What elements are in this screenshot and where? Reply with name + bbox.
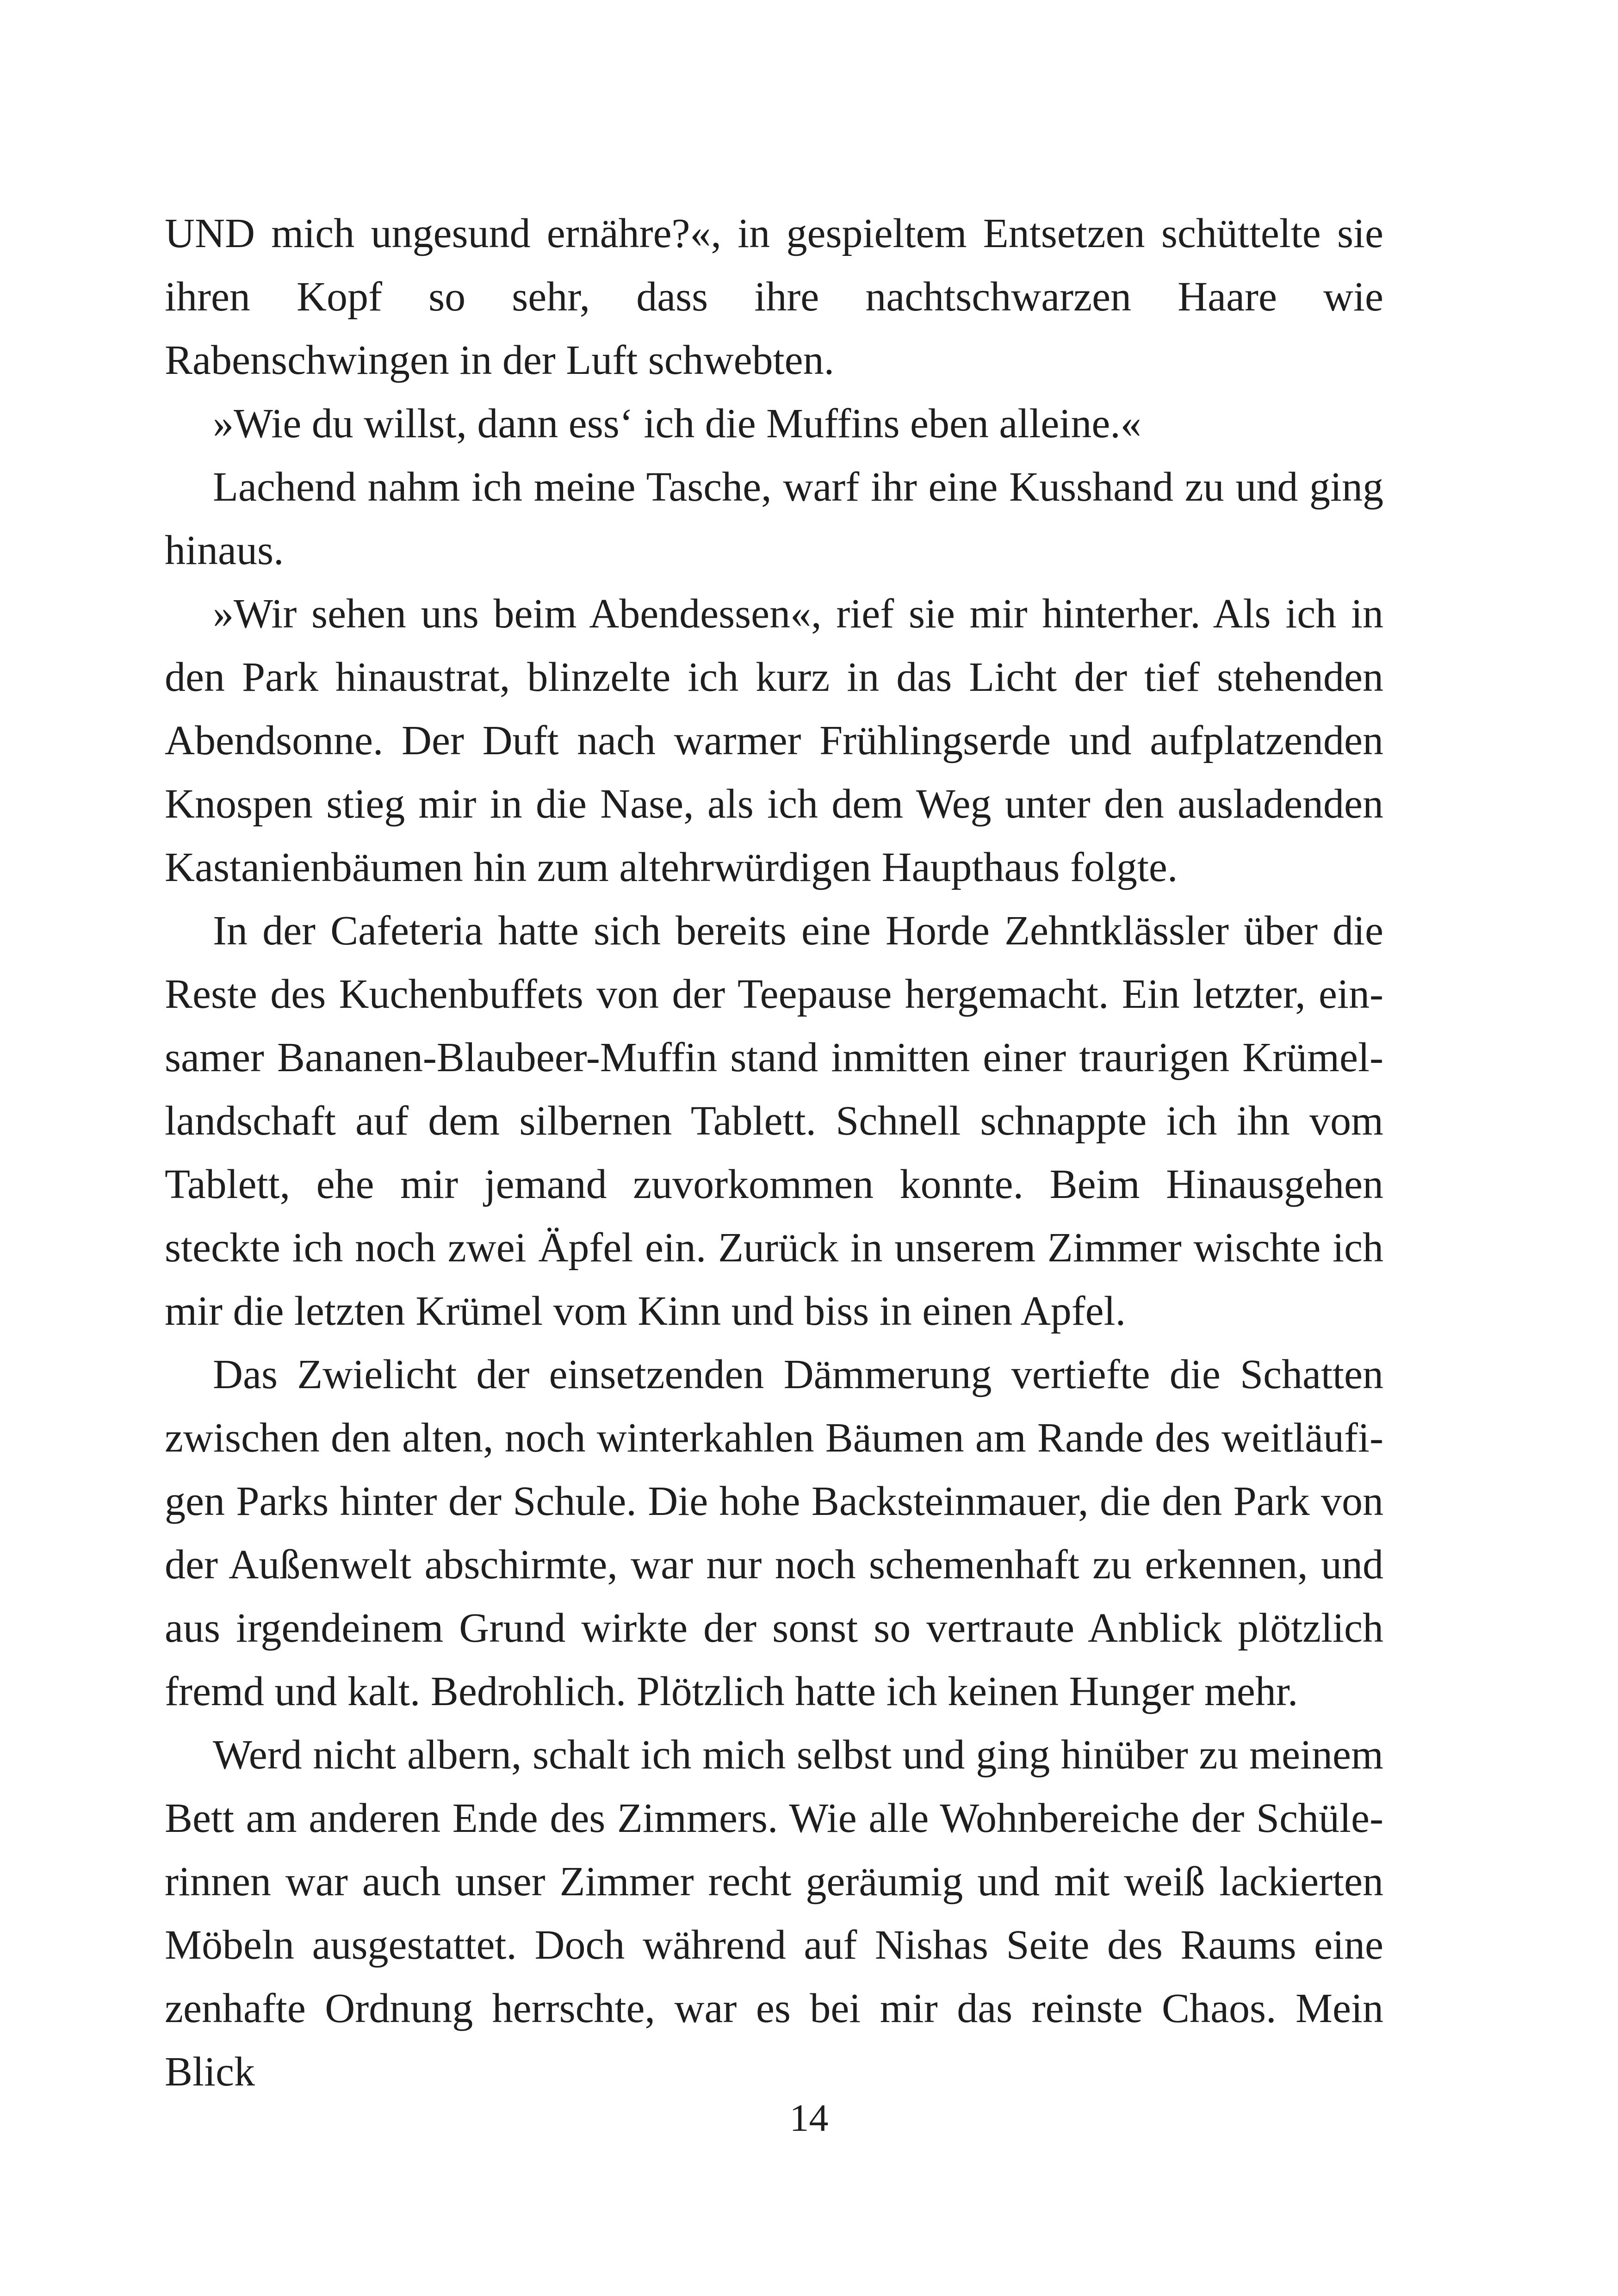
paragraph-continuation: UND mich ungesund ernähre?«, in gespieltem Entsetzen schüttelte sie ihren Kopf so sehr, dass ihre nachtschwarzen Haare wie Rabenschwingen in der Luft schwebten. (165, 211, 1383, 383)
paragraph-leaving: Lachend nahm ich meine Tasche, warf ihr eine Kusshand zu und ging hinaus. (165, 464, 1383, 573)
paragraph-cafeteria: In der Cafeteria hatte sich bereits eine Horde Zehntklässler über die Reste des Kuchenbuffets von der Teepause hergemacht. Ein letzter, einsamer Bananen-Blaubeer-Muffin stand inmitten einer traurigen Krümellandschaft auf dem silbernen Tablett. Schnell schnappte ich ihn vom Tablett, ehe mir jemand zuvorkommen konnte. Beim Hinausgehen steckte ich noch zwei Äpfel ein. Zurück in unserem Zimmer wischte ich mir die letzten Krümel vom Kinn und biss in einen Apfel. (165, 908, 1383, 1334)
page-number: 14 (789, 2097, 829, 2140)
paragraph-park: »Wir sehen uns beim Abendessen«, rief sie mir hinterher. Als ich in den Park hinaustrat, blinzelte ich kurz in das Licht der tief stehenden Abendsonne. Der Duft nach warmer Frühlingserde und aufplatzenden Knospen stieg mir in die Nase, als ich dem Weg unter den ausladenden Kastanienbäumen hin zum altehrwürdigen Haupthaus folgte. (165, 591, 1383, 890)
paragraph-twilight: Das Zwielicht der einsetzenden Dämmerung vertiefte die Schatten zwischen den alten, noch winterkahlen Bäumen am Rande des weitläufigen Parks hinter der Schule. Die hohe Backsteinmauer, die den Park von der Außenwelt abschirmte, war nur noch schemenhaft zu erkennen, und aus irgendeinem Grund wirkte der sonst so vertraute Anblick plötzlich fremd und kalt. Bedrohlich. Plötzlich hatte ich keinen Hunger mehr. (165, 1352, 1383, 1714)
paragraph-room: Werd nicht albern, schalt ich mich selbst und ging hinüber zu meinem Bett am anderen Ende des Zimmers. Wie alle Wohnbereiche der Schülerinnen war auch unser Zimmer recht geräumig und mit weiß lackierten Möbeln ausgestattet. Doch während auf Nishas Seite des Raums eine zenhafte Ordnung herrschte, war es bei mir das reinste Chaos. Mein Blick (165, 1732, 1383, 2095)
body-text (165, 202, 1383, 2104)
paragraph-dialogue-muffins: »Wie du willst, dann ess‘ ich die Muffins eben alleine.« (213, 401, 1141, 447)
